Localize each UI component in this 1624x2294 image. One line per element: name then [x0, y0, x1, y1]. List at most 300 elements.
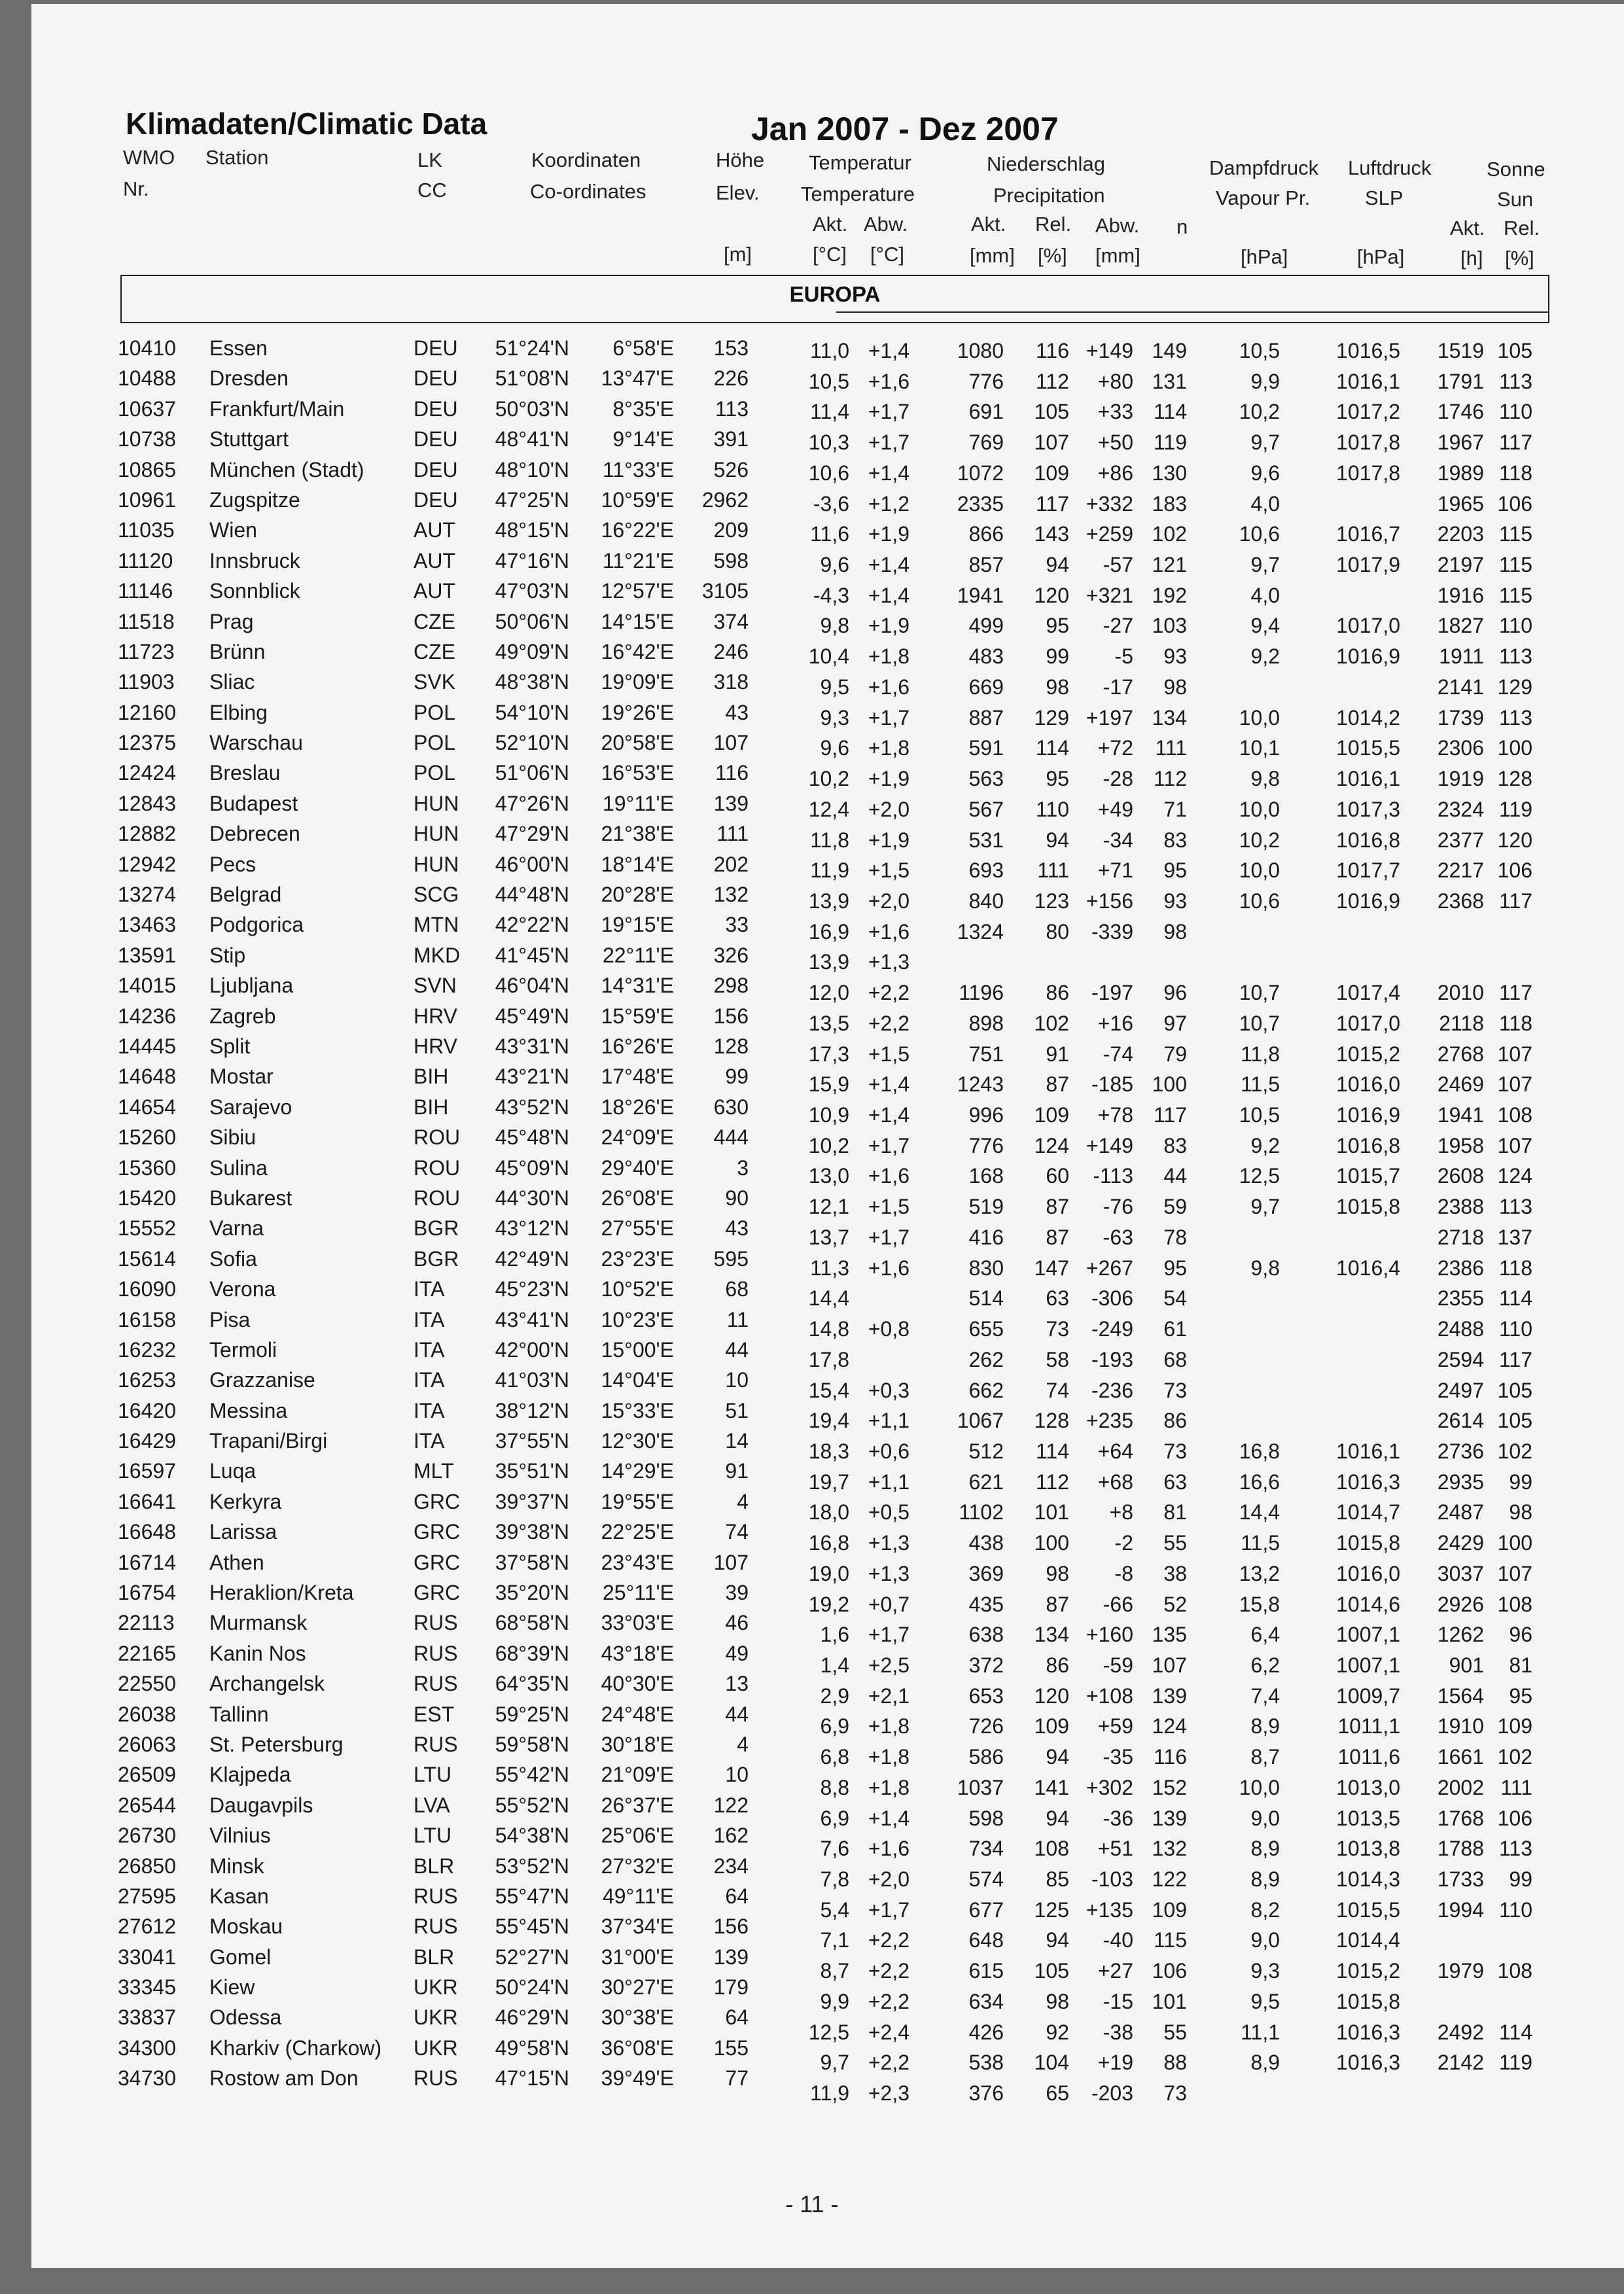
sun-hours: 2355	[1437, 1286, 1484, 1311]
sun-relative: 100	[1497, 1531, 1532, 1555]
slp: 1015,2	[1336, 1042, 1400, 1066]
temp-actual: 18,0	[808, 1500, 849, 1525]
table-row	[0, 790, 1624, 821]
sun-relative: 102	[1497, 1439, 1532, 1463]
table-row	[0, 1246, 1624, 1280]
country-code: ROU	[414, 1186, 461, 1210]
prec-relative: 125	[1034, 1897, 1069, 1922]
station-name: Belgrad	[209, 883, 282, 907]
temp-deviation: +1,4	[868, 583, 909, 607]
prec-relative: 101	[1034, 1500, 1069, 1525]
prec-actual: 621	[968, 1470, 1004, 1494]
temp-actual: -4,3	[813, 583, 849, 607]
elevation: 99	[725, 1065, 749, 1089]
temp-actual: 6,9	[820, 1806, 849, 1830]
temp-actual: 12,0	[808, 981, 849, 1005]
sun-hours: 1916	[1437, 583, 1484, 607]
table-row	[0, 1458, 1624, 1494]
sun-hours: 1768	[1437, 1806, 1484, 1830]
wmo-number: 12942	[118, 852, 176, 876]
country-code: HRV	[414, 1004, 457, 1028]
prec-relative: 109	[1034, 1103, 1069, 1127]
latitude: 48°15'N	[495, 518, 569, 542]
slp: 1016,1	[1336, 767, 1400, 791]
country-code: BIH	[414, 1095, 449, 1119]
latitude: 46°04'N	[495, 974, 569, 998]
temp-actual: 15,9	[808, 1072, 849, 1097]
table-row	[0, 1974, 1624, 2013]
sun-hours: 2488	[1437, 1317, 1484, 1341]
longitude: 13°47'E	[601, 366, 674, 391]
sun-hours: 2736	[1437, 1439, 1484, 1463]
prec-days: 139	[1152, 1684, 1187, 1708]
longitude: 29°40'E	[601, 1156, 674, 1180]
prec-days: 134	[1152, 705, 1187, 730]
country-code: DEU	[414, 457, 458, 482]
latitude: 50°06'N	[495, 609, 569, 633]
prec-relative: 87	[1046, 1592, 1069, 1616]
temp-actual: 9,5	[820, 675, 849, 699]
vapour-pressure: 15,8	[1239, 1592, 1280, 1616]
temp-actual: 11,3	[810, 1256, 849, 1280]
latitude: 42°49'N	[495, 1246, 569, 1271]
slp: 1009,7	[1336, 1684, 1400, 1708]
prec-days: 101	[1152, 1989, 1187, 2013]
country-code: MTN	[414, 913, 459, 937]
table-row	[0, 669, 1624, 699]
station-name: Tallinn	[209, 1702, 269, 1726]
slp: 1007,1	[1336, 1623, 1400, 1647]
longitude: 19°26'E	[601, 700, 674, 724]
temp-deviation: +1,7	[868, 1225, 909, 1249]
temp-actual: 9,7	[820, 2051, 849, 2075]
sun-relative: 111	[1500, 1775, 1532, 1799]
longitude: 16°26'E	[601, 1034, 674, 1058]
header-lk: LK	[417, 149, 442, 171]
table-row	[0, 821, 1624, 851]
prec-deviation: -203	[1091, 2081, 1133, 2106]
prec-relative: 134	[1034, 1623, 1069, 1647]
vapour-pressure: 10,6	[1239, 522, 1280, 546]
vapour-pressure: 9,8	[1250, 1256, 1280, 1280]
prec-deviation: +259	[1086, 522, 1133, 546]
slp: 1014,6	[1336, 1592, 1400, 1616]
prec-relative: 128	[1034, 1409, 1069, 1433]
sun-hours: 2002	[1437, 1775, 1484, 1799]
elevation: 11	[726, 1307, 749, 1332]
longitude: 18°14'E	[601, 852, 674, 876]
wmo-number: 16090	[118, 1277, 176, 1301]
vapour-pressure: 10,5	[1239, 1103, 1280, 1127]
temp-deviation: +2,0	[868, 889, 909, 913]
table-row	[0, 1519, 1624, 1555]
prec-relative: 105	[1034, 400, 1069, 424]
prec-relative: 123	[1034, 889, 1069, 913]
vapour-pressure: 11,5	[1241, 1531, 1280, 1555]
temp-actual: 13,7	[808, 1225, 849, 1249]
prec-actual: 693	[968, 858, 1004, 883]
latitude: 48°10'N	[495, 457, 569, 482]
prec-relative: 80	[1046, 919, 1069, 944]
wmo-number: 16429	[118, 1429, 176, 1453]
prec-relative: 111	[1037, 858, 1069, 883]
station-name: Verona	[209, 1277, 276, 1301]
wmo-number: 22113	[118, 1611, 175, 1635]
prec-deviation: +33	[1097, 400, 1133, 424]
vapour-pressure: 8,9	[1250, 1837, 1280, 1861]
station-name: Stuttgart	[209, 427, 289, 451]
longitude: 11°21'E	[602, 548, 674, 573]
sun-relative: 96	[1509, 1623, 1532, 1647]
elevation: 13	[725, 1672, 749, 1696]
sun-hours: 1910	[1437, 1714, 1484, 1738]
sun-hours: 1989	[1437, 461, 1484, 485]
country-code: BGR	[414, 1246, 459, 1271]
prec-actual: 776	[968, 1133, 1004, 1157]
station-name: Kasan	[209, 1884, 269, 1908]
sun-hours: 2594	[1437, 1347, 1484, 1371]
sun-hours: 2141	[1437, 675, 1484, 699]
vapour-pressure: 10,7	[1239, 1011, 1280, 1035]
temp-actual: 15,4	[808, 1378, 849, 1402]
station-name: Zugspitze	[209, 487, 300, 512]
prec-actual: 369	[968, 1561, 1004, 1585]
prec-actual: 751	[968, 1042, 1004, 1066]
latitude: 51°06'N	[495, 761, 569, 785]
prec-deviation: +27	[1097, 1959, 1133, 1983]
prec-days: 132	[1152, 1837, 1187, 1861]
slp: 1016,3	[1336, 1470, 1400, 1494]
wmo-number: 15360	[118, 1156, 176, 1180]
prec-actual: 435	[968, 1592, 1004, 1616]
temp-actual: 11,8	[810, 828, 849, 852]
wmo-number: 16648	[118, 1520, 176, 1544]
wmo-number: 26509	[118, 1763, 176, 1787]
country-code: GRC	[414, 1520, 461, 1544]
header-cc: CC	[417, 179, 447, 202]
prec-days: 78	[1163, 1225, 1187, 1249]
country-code: RUS	[414, 1884, 458, 1908]
vapour-pressure: 10,5	[1239, 339, 1280, 362]
sun-relative: 118	[1498, 461, 1532, 485]
latitude: 46°00'N	[495, 852, 569, 876]
latitude: 47°15'N	[495, 2066, 569, 2091]
country-code: DEU	[414, 397, 458, 421]
longitude: 20°58'E	[601, 731, 674, 755]
prec-days: 98	[1163, 919, 1187, 944]
longitude: 27°55'E	[601, 1216, 674, 1241]
latitude: 68°58'N	[495, 1611, 569, 1635]
elevation: 10	[725, 1763, 749, 1787]
prec-relative: 109	[1034, 461, 1069, 485]
temp-deviation: +1,4	[868, 1103, 909, 1127]
header-wmo: WMO	[123, 146, 175, 169]
page-number: - 11 -	[785, 2191, 839, 2217]
sun-relative: 137	[1497, 1225, 1532, 1249]
wmo-number: 10637	[118, 397, 176, 421]
sun-relative: 114	[1498, 1286, 1532, 1311]
longitude: 19°55'E	[601, 1489, 674, 1513]
temp-deviation: +2,4	[868, 2020, 909, 2044]
station-name: Dresden	[209, 366, 289, 391]
temp-actual: 13,0	[808, 1164, 849, 1188]
elevation: 444	[713, 1125, 749, 1150]
sun-relative: 113	[1498, 644, 1532, 669]
table-row	[0, 1124, 1624, 1157]
station-name: Mostar	[209, 1065, 274, 1089]
prec-deviation: +156	[1086, 889, 1133, 913]
prec-actual: 830	[968, 1256, 1004, 1280]
prec-relative: 108	[1034, 1837, 1069, 1861]
temp-actual: 11,6	[810, 522, 849, 546]
prec-relative: 98	[1046, 1989, 1069, 2013]
longitude: 31°00'E	[601, 1945, 674, 1969]
table-row	[0, 548, 1624, 578]
temp-actual: 10,9	[808, 1103, 849, 1127]
country-code: ITA	[414, 1398, 445, 1422]
prec-relative: 98	[1046, 675, 1069, 699]
prec-relative: 87	[1046, 1225, 1069, 1249]
slp: 1017,2	[1336, 400, 1400, 424]
country-code: BLR	[414, 1854, 455, 1878]
prec-deviation: -197	[1091, 981, 1133, 1005]
wmo-number: 11035	[118, 518, 175, 542]
slp: 1016,1	[1336, 1439, 1400, 1463]
longitude: 19°15'E	[601, 913, 674, 937]
prec-days: 135	[1152, 1623, 1187, 1647]
sun-relative: 117	[1498, 1347, 1532, 1371]
country-code: DEU	[414, 427, 458, 451]
longitude: 22°25'E	[601, 1520, 674, 1544]
elevation: 128	[713, 1034, 749, 1058]
elevation: 298	[713, 974, 749, 998]
sun-hours: 2203	[1437, 522, 1484, 546]
wmo-number: 10738	[118, 427, 176, 451]
temp-deviation: +1,8	[868, 1775, 909, 1799]
wmo-number: 34730	[118, 2066, 176, 2091]
vapour-pressure: 9,7	[1250, 1195, 1280, 1219]
longitude: 16°22'E	[601, 518, 674, 542]
temp-deviation: +1,4	[868, 553, 909, 577]
prec-actual: 776	[968, 369, 1004, 393]
elevation: 46	[725, 1611, 749, 1635]
temp-deviation: +1,6	[868, 675, 909, 699]
prec-deviation: -236	[1091, 1378, 1133, 1402]
table-row	[0, 1853, 1624, 1892]
sun-hours: 1791	[1437, 369, 1484, 393]
longitude: 15°00'E	[601, 1337, 674, 1362]
sun-relative: 81	[1509, 1653, 1532, 1677]
sun-hours: 2118	[1439, 1011, 1484, 1035]
wmo-number: 11146	[118, 579, 173, 603]
country-code: CZE	[414, 609, 455, 633]
sun-relative: 110	[1498, 1897, 1532, 1922]
prec-deviation: -306	[1091, 1286, 1133, 1311]
prec-deviation: +16	[1097, 1011, 1133, 1035]
elevation: 49	[725, 1641, 749, 1665]
latitude: 50°24'N	[495, 1975, 569, 2000]
prec-relative: 116	[1035, 339, 1069, 362]
wmo-number: 26850	[118, 1854, 176, 1878]
prec-actual: 1102	[959, 1500, 1004, 1525]
prec-deviation: +108	[1086, 1684, 1133, 1708]
elevation: 326	[713, 943, 749, 967]
prec-deviation: -103	[1091, 1867, 1133, 1892]
station-name: St. Petersburg	[209, 1732, 344, 1756]
prec-actual: 168	[968, 1164, 1004, 1188]
vapour-pressure: 10,1	[1239, 736, 1280, 760]
temp-deviation: +1,4	[868, 461, 909, 485]
country-code: DEU	[414, 487, 458, 512]
wmo-number: 14445	[118, 1034, 176, 1058]
vapour-pressure: 9,2	[1250, 1133, 1280, 1157]
sun-hours: 2386	[1437, 1256, 1484, 1280]
temp-deviation: +2,2	[868, 1011, 909, 1035]
sun-hours: 1788	[1437, 1837, 1484, 1861]
table-row	[0, 730, 1624, 760]
temp-actual: 19,2	[808, 1592, 849, 1616]
country-code: MLT	[414, 1459, 454, 1483]
vapour-pressure: 10,7	[1239, 981, 1280, 1005]
header-prec-unit-abw: [mm]	[1095, 244, 1140, 267]
prec-deviation: -193	[1091, 1347, 1133, 1371]
header-sun: Sun	[1497, 188, 1534, 211]
vapour-pressure: 4,0	[1250, 583, 1280, 607]
prec-deviation: -27	[1103, 614, 1133, 638]
slp: 1017,4	[1336, 981, 1400, 1005]
prec-relative: 63	[1046, 1286, 1069, 1311]
country-code: EST	[414, 1702, 455, 1726]
longitude: 33°03'E	[601, 1611, 674, 1635]
longitude: 36°08'E	[601, 2036, 674, 2060]
latitude: 52°27'N	[495, 1945, 569, 1969]
wmo-number: 16232	[118, 1337, 176, 1362]
header-temperature: Temperature	[801, 183, 915, 205]
country-code: RUS	[414, 1732, 458, 1756]
prec-days: 86	[1163, 1409, 1187, 1433]
header-slp-unit: [hPa]	[1357, 245, 1405, 268]
sun-hours: 2306	[1437, 736, 1484, 760]
prec-days: 149	[1152, 339, 1187, 362]
elevation: 33	[725, 913, 749, 937]
country-code: AUT	[414, 579, 455, 603]
station-name: Vilnius	[209, 1824, 271, 1848]
prec-deviation: -35	[1103, 1745, 1133, 1769]
wmo-number: 10961	[118, 487, 176, 512]
header-temperatur: Temperatur	[809, 151, 911, 174]
country-code: DEU	[414, 336, 458, 360]
header-prec-n: n	[1176, 215, 1188, 238]
prec-days: 192	[1152, 583, 1187, 607]
prec-deviation: +80	[1097, 369, 1133, 393]
country-code: HUN	[414, 852, 459, 876]
prec-relative: 112	[1035, 1470, 1069, 1494]
latitude: 55°42'N	[495, 1763, 569, 1787]
vapour-pressure: 11,5	[1241, 1072, 1280, 1097]
wmo-number: 14236	[118, 1004, 176, 1028]
sun-hours: 2935	[1437, 1470, 1484, 1494]
prec-actual: 996	[968, 1103, 1004, 1127]
slp: 1014,7	[1336, 1500, 1400, 1525]
station-name: Podgorica	[209, 913, 304, 937]
temp-actual: 9,3	[820, 705, 849, 730]
country-code: CZE	[414, 639, 455, 663]
slp: 1015,5	[1336, 736, 1400, 760]
temp-actual: 7,6	[820, 1837, 849, 1861]
header-prec-abw: Abw.	[1095, 214, 1140, 237]
longitude: 19°11'E	[602, 791, 674, 815]
temp-actual: 11,4	[810, 400, 849, 424]
latitude: 43°41'N	[495, 1307, 569, 1332]
slp: 1016,8	[1336, 828, 1400, 852]
longitude: 37°34'E	[601, 1915, 674, 1939]
sun-hours: 2388	[1437, 1195, 1484, 1219]
longitude: 19°09'E	[601, 670, 674, 694]
temp-deviation: +1,8	[868, 1714, 909, 1738]
sun-hours: 2377	[1437, 828, 1484, 852]
country-code: SCG	[414, 883, 459, 907]
slp: 1016,7	[1336, 522, 1400, 546]
prec-actual: 372	[968, 1653, 1004, 1677]
table-row	[0, 1883, 1624, 1922]
station-name: Bukarest	[209, 1186, 292, 1210]
wmo-number: 15420	[118, 1186, 176, 1210]
wmo-number: 16714	[118, 1550, 176, 1574]
country-code: RUS	[414, 1915, 458, 1939]
longitude: 21°09'E	[601, 1763, 674, 1787]
vapour-pressure: 10,2	[1239, 400, 1280, 424]
station-name: Heraklion/Kreta	[209, 1581, 354, 1605]
prec-deviation: -113	[1093, 1164, 1133, 1188]
sun-hours: 3037	[1437, 1561, 1484, 1585]
prec-deviation: +71	[1097, 858, 1133, 883]
temp-deviation: +1,3	[868, 1531, 909, 1555]
latitude: 37°58'N	[495, 1550, 569, 1574]
prec-actual: 531	[968, 828, 1004, 852]
prec-actual: 514	[968, 1286, 1004, 1311]
wmo-number: 12882	[118, 822, 176, 846]
elevation: 68	[725, 1277, 749, 1301]
wmo-number: 14648	[118, 1065, 176, 1089]
prec-relative: 85	[1046, 1867, 1069, 1892]
temp-deviation: +2,1	[868, 1684, 909, 1708]
station-name: Sulina	[209, 1156, 268, 1180]
elevation: 3105	[701, 579, 749, 603]
prec-days: 139	[1152, 1806, 1187, 1830]
prec-actual: 638	[968, 1623, 1004, 1647]
latitude: 45°48'N	[495, 1125, 569, 1150]
prec-days: 83	[1163, 1133, 1187, 1157]
wmo-number: 16754	[118, 1581, 176, 1605]
country-code: DEU	[414, 366, 458, 391]
latitude: 49°09'N	[495, 639, 569, 663]
prec-days: 71	[1163, 797, 1187, 821]
prec-relative: 94	[1046, 553, 1069, 577]
slp: 1017,0	[1336, 614, 1400, 638]
latitude: 39°37'N	[495, 1489, 569, 1513]
vapour-pressure: 9,2	[1250, 644, 1280, 669]
longitude: 14°15'E	[601, 609, 674, 633]
sun-hours: 901	[1449, 1653, 1484, 1677]
wmo-number: 15614	[118, 1246, 176, 1271]
temp-deviation: +0,5	[868, 1500, 909, 1525]
country-code: UKR	[414, 2005, 458, 2030]
header-prec-unit-rel: [%]	[1038, 244, 1067, 267]
prec-actual: 1037	[957, 1775, 1004, 1799]
elevation: 595	[713, 1246, 749, 1271]
prec-days: 98	[1163, 675, 1187, 699]
prec-actual: 574	[968, 1867, 1004, 1892]
